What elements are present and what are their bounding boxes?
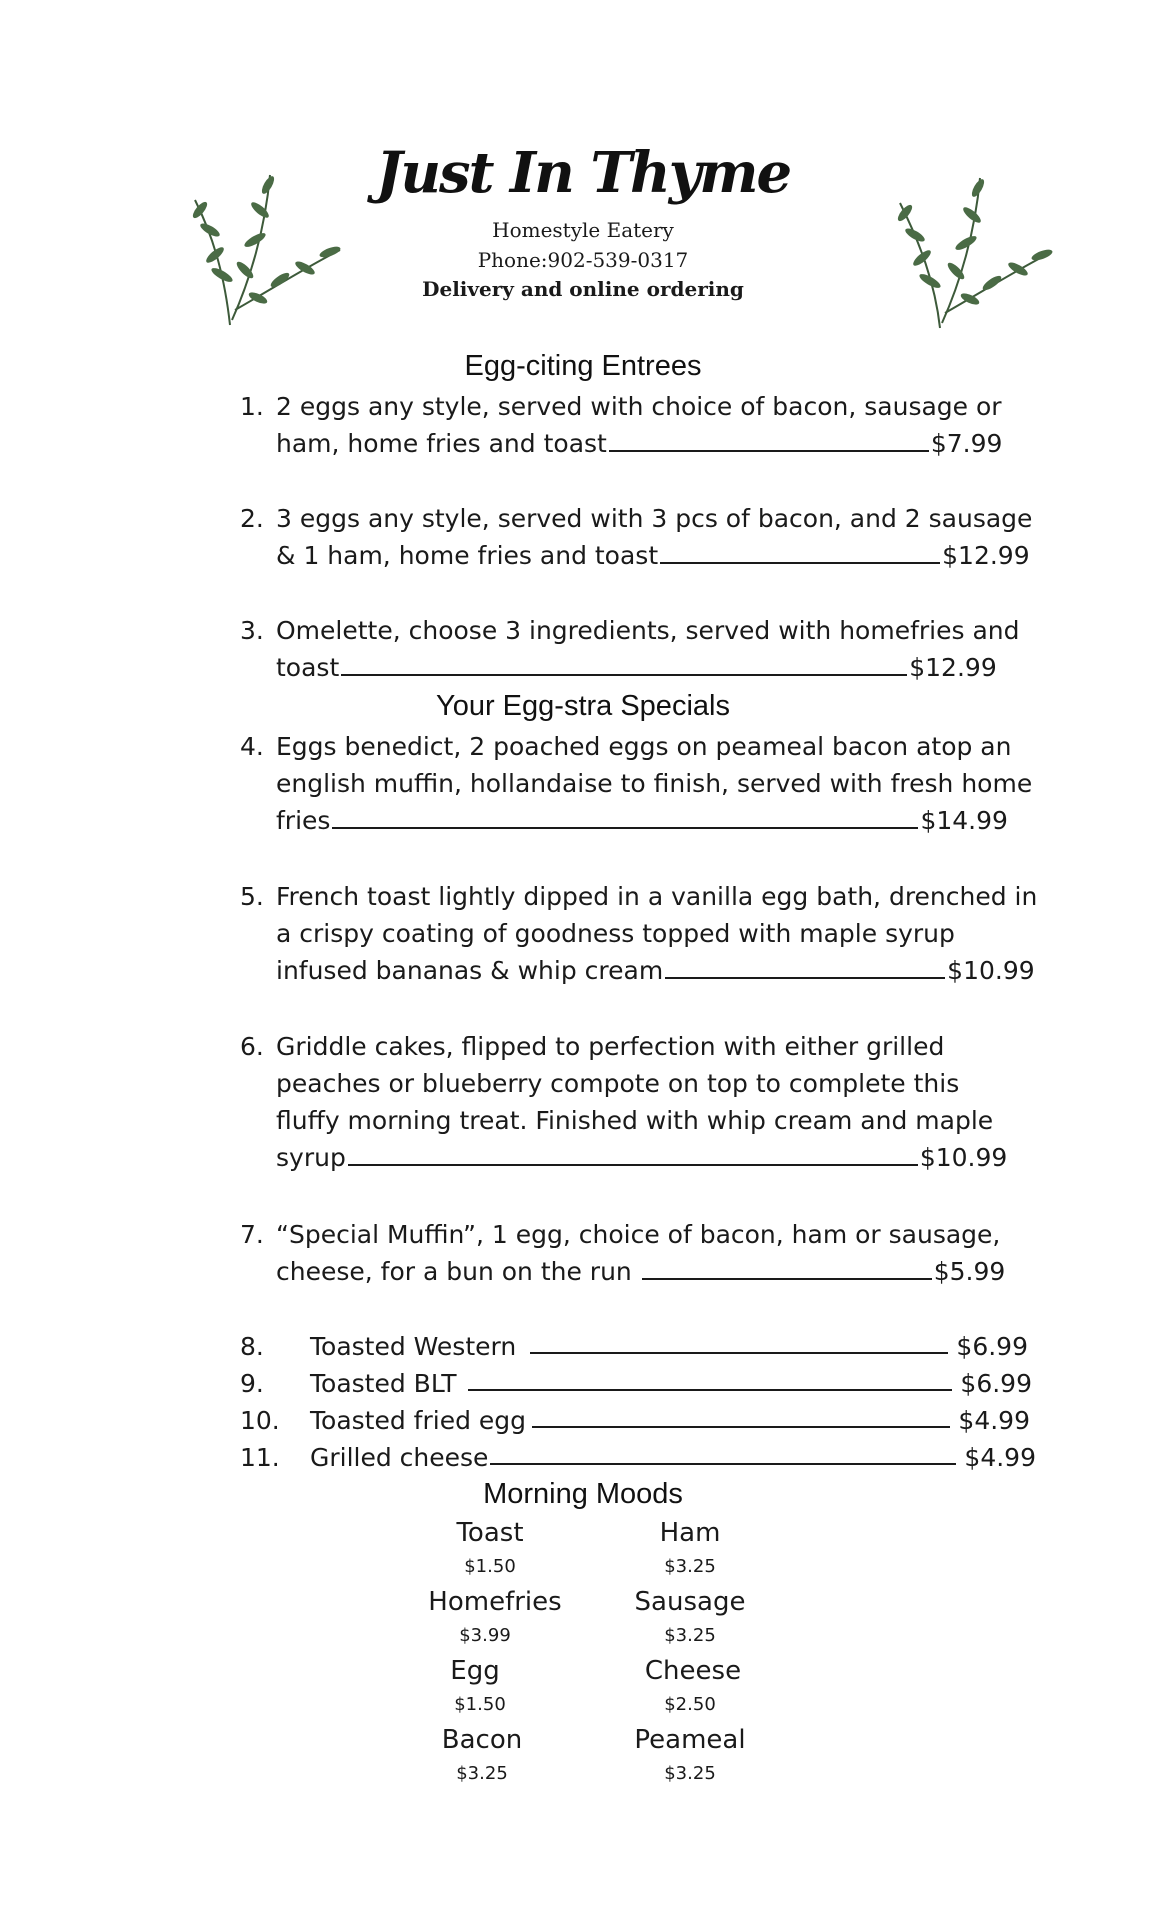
- section-title-sides: Morning Moods: [483, 1478, 683, 1510]
- dotted-leader: [660, 540, 940, 564]
- dotted-leader: [532, 1426, 950, 1428]
- item-description: Eggs benedict, 2 poached eggs on peameal bacon atop an: [276, 732, 1012, 761]
- side-name: Sausage: [634, 1587, 746, 1617]
- item-description: “Special Muffin”, 1 egg, choice of bacon, ham or sausage,: [276, 1220, 1001, 1249]
- item-price: $4.99: [964, 1443, 1036, 1472]
- side-name: Egg: [450, 1656, 500, 1686]
- item-price: $10.99: [947, 956, 1035, 985]
- item-description: Omelette, choose 3 ingredients, served with homefries and: [276, 616, 1020, 645]
- item-description: Grilled cheese: [310, 1443, 489, 1472]
- menu-item: [240, 1328, 1040, 1365]
- dotted-leader: [665, 955, 945, 979]
- item-price: $4.99: [958, 1406, 1030, 1435]
- item-price: $5.99: [933, 1257, 1006, 1286]
- side-price: $3.25: [664, 1763, 716, 1784]
- item-description: cheese, for a bun on the run: [276, 1257, 640, 1286]
- menu-item: [240, 1439, 1040, 1476]
- side-price: $1.50: [464, 1556, 516, 1577]
- item-description: fries: [276, 806, 331, 835]
- item-description: 2 eggs any style, served with choice of bacon, sausage or: [276, 392, 1002, 421]
- item-price: $6.99: [956, 1332, 1028, 1361]
- item-price: $12.99: [942, 541, 1030, 570]
- side-price: $2.50: [664, 1694, 716, 1715]
- item-price: $7.99: [930, 429, 1003, 458]
- item-number: 7.: [240, 1220, 264, 1249]
- section-title-entrees: Egg-citing Entrees: [464, 350, 702, 382]
- side-price: $3.25: [664, 1625, 716, 1646]
- item-number: 11.: [240, 1443, 280, 1472]
- dotted-leader: [490, 1463, 956, 1465]
- side-name: Bacon: [441, 1725, 523, 1755]
- item-description: fluffy morning treat. Finished with whip cream and maple: [276, 1106, 994, 1135]
- item-price: $12.99: [909, 653, 997, 682]
- item-description: ham, home fries and toast: [276, 429, 607, 458]
- dotted-leader: [609, 428, 929, 452]
- item-number: 2.: [240, 504, 264, 533]
- brand-title: Just In Thyme: [375, 140, 791, 206]
- side-price: $3.25: [456, 1763, 508, 1784]
- delivery-note: Delivery and online ordering: [422, 277, 744, 301]
- dotted-leader: [341, 652, 907, 676]
- item-description: Toasted fried egg: [310, 1406, 527, 1435]
- item-description: Toasted Western: [310, 1332, 517, 1361]
- dotted-leader: [348, 1142, 918, 1166]
- side-name: Ham: [659, 1518, 721, 1548]
- dotted-leader: [468, 1389, 952, 1391]
- menu-item: [240, 1365, 1040, 1402]
- phone-number: Phone:902-539-0317: [477, 248, 689, 272]
- item-number: 5.: [240, 882, 264, 911]
- side-name: Homefries: [428, 1587, 562, 1617]
- item-description: english muffin, hollandaise to finish, served with fresh home: [276, 769, 1033, 798]
- menu-item: [240, 1402, 1040, 1439]
- item-number: 6.: [240, 1032, 264, 1061]
- item-price: $14.99: [920, 806, 1008, 835]
- item-price: $6.99: [960, 1369, 1032, 1398]
- item-number: 10.: [240, 1406, 280, 1435]
- item-description: a crispy coating of goodness topped with maple syrup: [276, 919, 955, 948]
- side-price: $3.99: [459, 1625, 511, 1646]
- item-description: 3 eggs any style, served with 3 pcs of bacon, and 2 sausage: [276, 504, 1033, 533]
- side-price: $1.50: [454, 1694, 506, 1715]
- dotted-leader: [642, 1256, 932, 1280]
- item-description: Toasted BLT: [310, 1369, 457, 1398]
- item-description: toast: [276, 653, 340, 682]
- item-description: peaches or blueberry compote on top to complete this: [276, 1069, 960, 1098]
- item-description: & 1 ham, home fries and toast: [276, 541, 659, 570]
- item-number: 8.: [240, 1332, 264, 1361]
- side-price: $3.25: [664, 1556, 716, 1577]
- side-name: Peameal: [634, 1725, 746, 1755]
- section-title-specials: Your Egg-stra Specials: [436, 690, 730, 722]
- side-name: Cheese: [644, 1656, 742, 1686]
- item-description: Griddle cakes, flipped to perfection with either grilled: [276, 1032, 945, 1061]
- item-description: infused bananas & whip cream: [276, 956, 664, 985]
- item-number: 9.: [240, 1369, 264, 1398]
- dotted-leader: [530, 1352, 948, 1354]
- item-description: French toast lightly dipped in a vanilla egg bath, drenched in: [276, 882, 1038, 911]
- side-name: Toast: [456, 1518, 524, 1548]
- tagline: Homestyle Eatery: [492, 218, 674, 242]
- dotted-leader: [332, 805, 918, 829]
- item-number: 1.: [240, 392, 264, 421]
- item-number: 4.: [240, 732, 264, 761]
- item-number: 3.: [240, 616, 264, 645]
- item-description: syrup: [276, 1143, 346, 1172]
- item-price: $10.99: [919, 1143, 1008, 1172]
